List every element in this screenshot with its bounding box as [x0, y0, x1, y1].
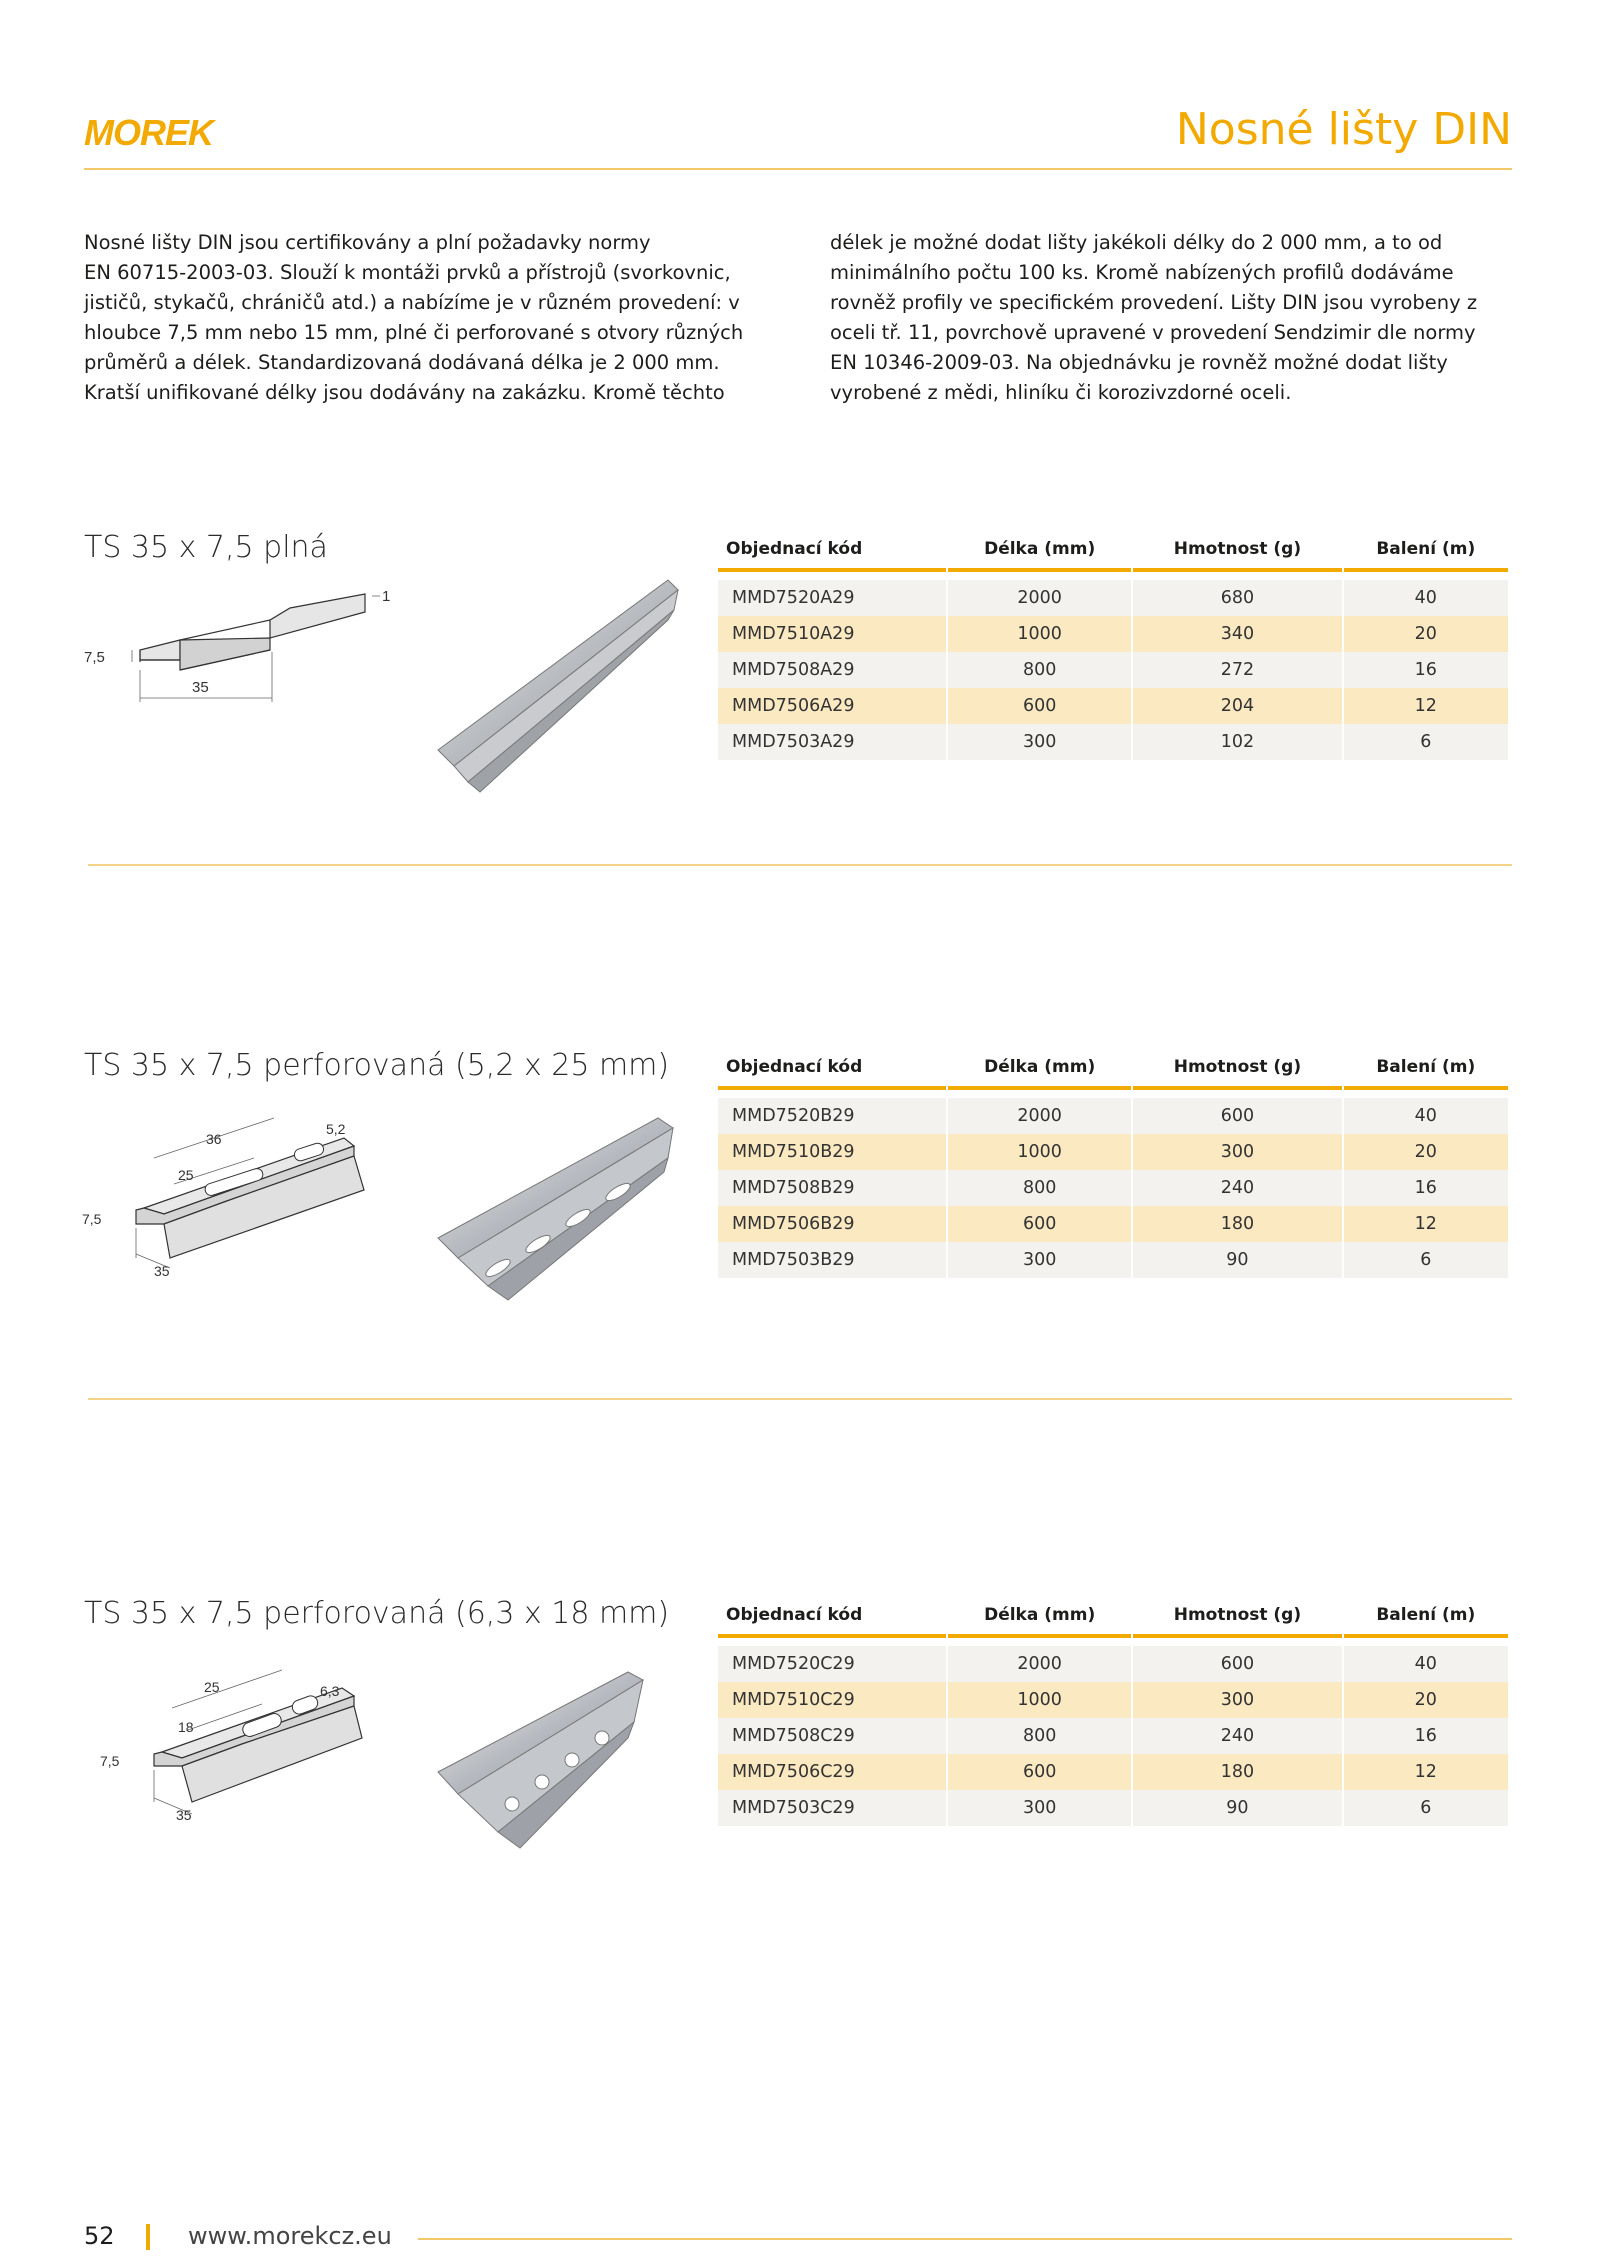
website-link[interactable]: www.morekcz.eu — [188, 2222, 392, 2250]
rail-photo — [428, 1662, 688, 1862]
cell-length: 600 — [948, 1754, 1131, 1790]
dim-hole-label: 6,3 — [320, 1683, 340, 1699]
cell-length: 600 — [948, 1206, 1131, 1242]
col-header-weight: Hmotnost (g) — [1133, 1596, 1341, 1638]
cell-pack: 40 — [1344, 1090, 1508, 1134]
cell-length: 600 — [948, 688, 1131, 724]
cell-weight: 90 — [1133, 1242, 1341, 1278]
section-divider — [88, 1398, 1512, 1400]
table-row — [718, 1170, 1508, 1206]
table-row — [718, 1134, 1508, 1170]
table-row — [718, 1206, 1508, 1242]
cell-code: MMD7510A29 — [718, 616, 946, 652]
page-footer — [0, 2222, 1600, 2262]
cell-pack: 12 — [1344, 688, 1508, 724]
cell-weight: 680 — [1133, 572, 1341, 616]
dim-height-label: 7,5 — [100, 1753, 120, 1769]
intro-text-left: Nosné lišty DIN jsou certifikovány a plní požadavky normy EN 60715-2003-03. Slouží k montáži prvků a přístrojů (svorkovnic, jističů, stykačů, chráničů atd.) a nabízíme je v různém provedení: v hloubce 7,5 mm nebo 15 mm, plné či perforované s otvory různých průměrů a délek. Standardizovaná dodávaná délka je 2 000 mm. Kratší unifikované délky jsou dodávány na zakázku. Kromě těchto — [84, 231, 744, 404]
cell-code: MMD7520A29 — [718, 572, 946, 616]
cell-length: 2000 — [948, 1638, 1131, 1682]
cell-code: MMD7510C29 — [718, 1682, 946, 1718]
section-title: TS 35 x 7,5 perforovaná (6,3 x 18 mm) — [84, 1596, 670, 1631]
table-row — [718, 1242, 1508, 1278]
cell-pack: 20 — [1344, 1134, 1508, 1170]
profile-drawing — [74, 1108, 374, 1298]
dim-pitch-label: 36 — [206, 1131, 222, 1147]
table-row — [718, 1754, 1508, 1790]
cell-length: 1000 — [948, 1134, 1131, 1170]
cell-length: 800 — [948, 1718, 1131, 1754]
table-row — [718, 652, 1508, 688]
cell-weight: 300 — [1133, 1682, 1341, 1718]
cell-code: MMD7503A29 — [718, 724, 946, 760]
cell-code: MMD7506B29 — [718, 1206, 946, 1242]
table-row — [718, 1790, 1508, 1826]
col-header-pack: Balení (m) — [1344, 530, 1508, 572]
col-header-pack: Balení (m) — [1344, 1596, 1508, 1638]
cell-pack: 16 — [1344, 652, 1508, 688]
cell-pack: 6 — [1344, 1790, 1508, 1826]
cell-code: MMD7503C29 — [718, 1790, 946, 1826]
dim-pitch-label: 25 — [204, 1679, 220, 1695]
cell-code: MMD7508C29 — [718, 1718, 946, 1754]
cell-weight: 180 — [1133, 1206, 1341, 1242]
cell-length: 800 — [948, 1170, 1131, 1206]
cell-weight: 180 — [1133, 1754, 1341, 1790]
cell-weight: 300 — [1133, 1134, 1341, 1170]
cell-length: 1000 — [948, 1682, 1131, 1718]
cell-length: 300 — [948, 724, 1131, 760]
cell-code: MMD7508A29 — [718, 652, 946, 688]
col-header-code: Objednací kód — [718, 1048, 946, 1090]
col-header-length: Délka (mm) — [948, 530, 1131, 572]
cell-weight: 272 — [1133, 652, 1341, 688]
cell-length: 300 — [948, 1790, 1131, 1826]
cell-length: 2000 — [948, 1090, 1131, 1134]
cell-code: MMD7510B29 — [718, 1134, 946, 1170]
table-row — [718, 1090, 1508, 1134]
page-number: 52 — [84, 2222, 115, 2250]
profile-drawing — [92, 1652, 392, 1842]
cell-weight: 600 — [1133, 1090, 1341, 1134]
dim-width-label: 35 — [154, 1263, 170, 1279]
dim-height-label: 7,5 — [84, 649, 105, 666]
cell-code: MMD7508B29 — [718, 1170, 946, 1206]
table-row — [718, 1682, 1508, 1718]
cell-pack: 12 — [1344, 1206, 1508, 1242]
section-title: TS 35 x 7,5 perforovaná (5,2 x 25 mm) — [84, 1048, 670, 1083]
table-row — [718, 572, 1508, 616]
cell-pack: 12 — [1344, 1754, 1508, 1790]
section-title: TS 35 x 7,5 plná — [84, 530, 328, 565]
cell-weight: 90 — [1133, 1790, 1341, 1826]
cell-length: 1000 — [948, 616, 1131, 652]
cell-pack: 16 — [1344, 1718, 1508, 1754]
cell-length: 800 — [948, 652, 1131, 688]
rail-photo — [428, 1108, 688, 1308]
profile-drawing — [80, 590, 410, 720]
col-header-code: Objednací kód — [718, 1596, 946, 1638]
cell-weight: 102 — [1133, 724, 1341, 760]
product-table — [716, 1596, 1510, 1826]
table-row — [718, 616, 1508, 652]
cell-code: MMD7506C29 — [718, 1754, 946, 1790]
product-section-perforated-52 — [0, 1048, 1600, 1308]
col-header-code: Objednací kód — [718, 530, 946, 572]
morek-logo: MOREK — [84, 112, 213, 153]
footer-rule — [418, 2238, 1512, 2240]
col-header-pack: Balení (m) — [1344, 1048, 1508, 1090]
dim-width-label: 35 — [176, 1807, 192, 1823]
table-row — [718, 1718, 1508, 1754]
intro-text-right: délek je možné dodat lišty jakékoli délky do 2 000 mm, a to od minimálního počtu 100 ks. Kromě nabízených profilů dodáváme rovněž profily ve specifickém provedení. Lišty DIN jsou vyrobeny z oceli tř. 11, povrchově upravené v provedení Sendzimir dle normy EN 10346-2009-03. Na objednávku je rovněž možné dodat lišty vyrobené z mědi, hliníku či korozivzdorné oceli. — [830, 231, 1478, 404]
header-rule — [84, 168, 1512, 170]
product-table — [716, 1048, 1510, 1278]
cell-weight: 600 — [1133, 1638, 1341, 1682]
dim-thickness-label: 1 — [382, 590, 391, 605]
cell-pack: 20 — [1344, 1682, 1508, 1718]
product-section-perforated-63 — [0, 1596, 1600, 1856]
cell-pack: 20 — [1344, 616, 1508, 652]
col-header-length: Délka (mm) — [948, 1596, 1131, 1638]
col-header-weight: Hmotnost (g) — [1133, 530, 1341, 572]
cell-code: MMD7506A29 — [718, 688, 946, 724]
cell-pack: 40 — [1344, 572, 1508, 616]
table-row — [718, 724, 1508, 760]
dim-slot-label: 25 — [178, 1167, 194, 1183]
product-table — [716, 530, 1510, 760]
product-section-solid — [0, 530, 1600, 790]
section-divider — [88, 864, 1512, 866]
cell-pack: 6 — [1344, 1242, 1508, 1278]
page-title: Nosné lišty DIN — [1175, 104, 1512, 155]
cell-pack: 40 — [1344, 1638, 1508, 1682]
cell-code: MMD7503B29 — [718, 1242, 946, 1278]
cell-pack: 16 — [1344, 1170, 1508, 1206]
dim-slot-label: 18 — [178, 1719, 194, 1735]
cell-code: MMD7520B29 — [718, 1090, 946, 1134]
rail-photo — [428, 570, 688, 800]
col-header-length: Délka (mm) — [948, 1048, 1131, 1090]
dim-height-label: 7,5 — [82, 1211, 102, 1227]
footer-divider — [146, 2224, 150, 2250]
cell-pack: 6 — [1344, 724, 1508, 760]
cell-length: 2000 — [948, 572, 1131, 616]
dim-width-label: 35 — [192, 679, 209, 696]
dim-hole-label: 5,2 — [326, 1121, 346, 1137]
cell-weight: 240 — [1133, 1170, 1341, 1206]
table-row — [718, 1638, 1508, 1682]
cell-weight: 204 — [1133, 688, 1341, 724]
cell-length: 300 — [948, 1242, 1131, 1278]
table-row — [718, 688, 1508, 724]
cell-code: MMD7520C29 — [718, 1638, 946, 1682]
cell-weight: 240 — [1133, 1718, 1341, 1754]
cell-weight: 340 — [1133, 616, 1341, 652]
col-header-weight: Hmotnost (g) — [1133, 1048, 1341, 1090]
